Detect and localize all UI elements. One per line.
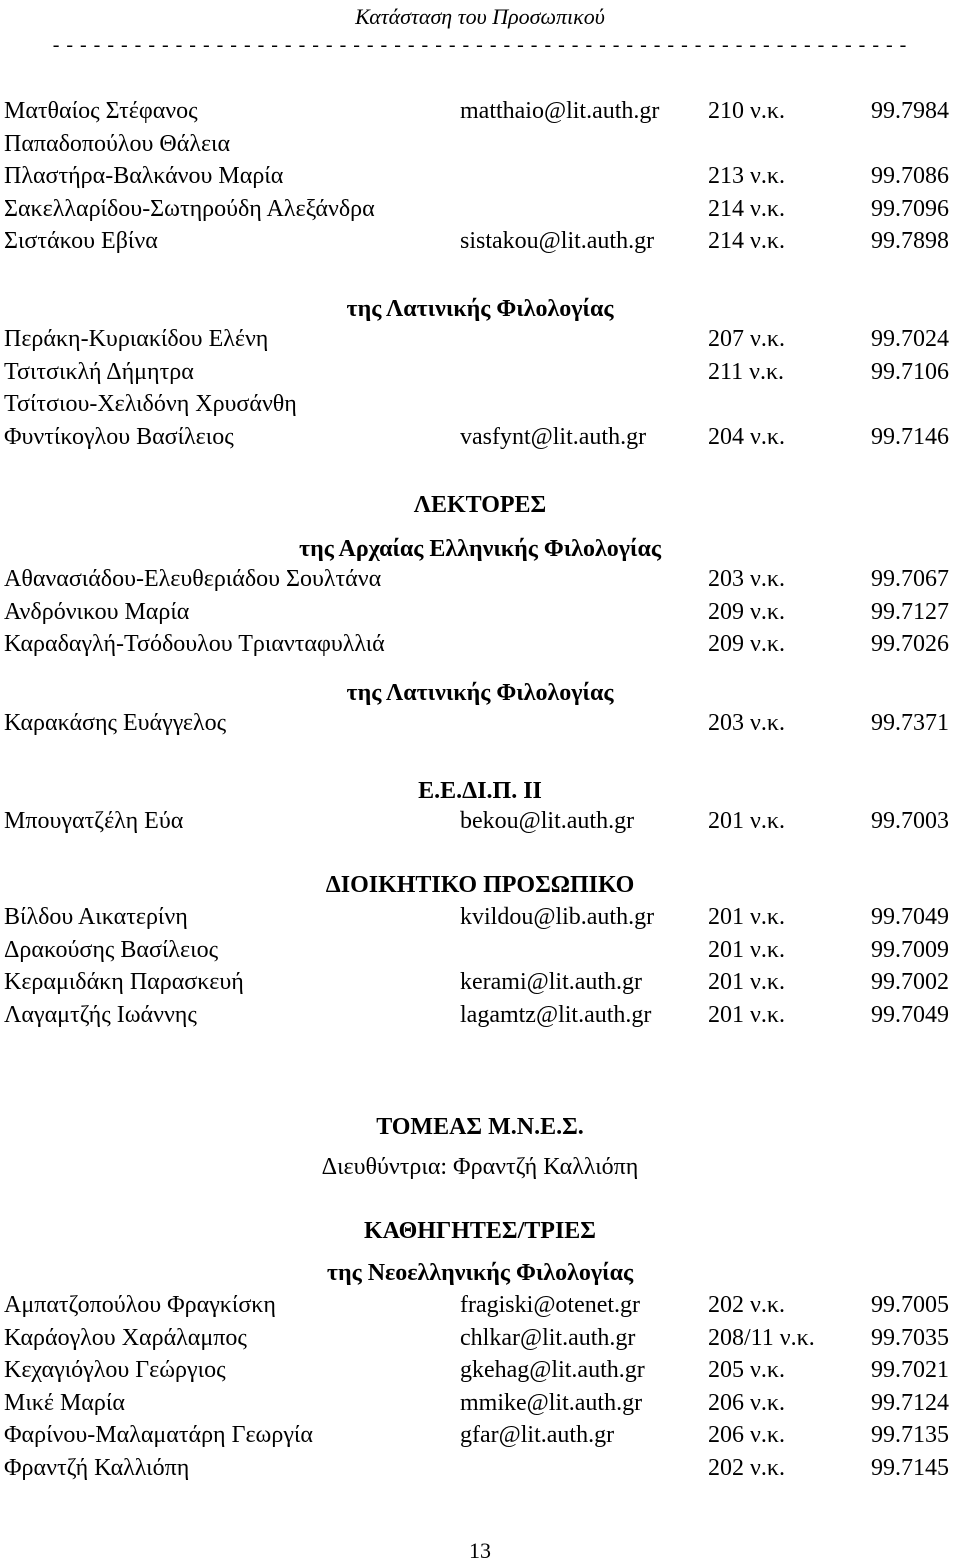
staff-email: matthaio@lit.auth.gr [460, 98, 660, 124]
staff-room: 201 ν.κ. [708, 904, 785, 930]
staff-phone: 99.7024 [871, 326, 949, 352]
staff-phone: 99.7086 [871, 163, 949, 189]
staff-row [0, 808, 960, 838]
staff-row [0, 904, 960, 934]
staff-row [0, 163, 960, 193]
staff-email: kvildou@lib.auth.gr [460, 904, 655, 930]
director-line: Διευθύντρια: Φραντζή Καλλιόπη [321, 1154, 639, 1180]
page-header: Κατάσταση του Προσωπικού [355, 4, 605, 29]
staff-row [0, 196, 960, 226]
staff-room: 203 ν.κ. [708, 710, 785, 736]
staff-phone: 99.7135 [871, 1422, 949, 1448]
staff-row [0, 228, 960, 258]
section-heading-tomeas: ΤΟΜΕΑΣ Μ.Ν.Ε.Σ. [376, 1114, 584, 1140]
staff-room: 210 ν.κ. [708, 98, 785, 124]
staff-phone: 99.7127 [871, 598, 949, 625]
staff-email: kerami@lit.auth.gr [460, 969, 643, 995]
staff-phone: 99.7096 [871, 195, 949, 222]
staff-phone: 99.7005 [871, 1292, 949, 1318]
staff-row [0, 326, 960, 356]
staff-phone: 99.7026 [871, 631, 949, 657]
staff-row [0, 631, 960, 661]
section-heading-kathigites: ΚΑΘΗΓΗΤΕΣ/ΤΡΙΕΣ [364, 1218, 596, 1244]
staff-email: lagamtz@lit.auth.gr [460, 1001, 652, 1028]
staff-row [0, 1422, 960, 1452]
staff-name: Σιστάκου Εβίνα [4, 228, 158, 254]
staff-room: 207 ν.κ. [708, 326, 785, 352]
staff-row [0, 599, 960, 629]
staff-phone: 99.7145 [871, 1454, 949, 1481]
section-heading-latin-1: της Λατινικής Φιλολογίας [346, 296, 614, 322]
staff-name: Ματθαίος Στέφανος [4, 98, 198, 124]
staff-room: 206 ν.κ. [708, 1389, 785, 1416]
staff-row [0, 1292, 960, 1322]
staff-room: 211 ν.κ. [708, 358, 785, 385]
staff-phone: 99.7002 [871, 969, 949, 995]
staff-name: Αθανασιάδου-Ελευθεριάδου Σουλτάνα [4, 566, 382, 592]
staff-room: 201 ν.κ. [708, 936, 785, 963]
staff-phone: 99.7984 [871, 98, 949, 124]
section-heading-lektores: ΛΕΚΤΟΡΕΣ [413, 492, 547, 518]
staff-row [0, 1390, 960, 1420]
staff-room: 214 ν.κ. [708, 228, 785, 254]
staff-phone: 99.7049 [871, 1001, 949, 1028]
staff-name: Φυντίκογλου Βασίλειος [4, 423, 234, 450]
staff-name: Κεχαγιόγλου Γεώργιος [4, 1357, 226, 1383]
section-heading-eedip: Ε.Ε.ΔΙ.Π. ΙΙ [418, 778, 542, 804]
staff-name: Καρακάσης Ευάγγελος [4, 710, 227, 736]
staff-room: 213 ν.κ. [708, 163, 785, 189]
staff-room: 209 ν.κ. [708, 598, 785, 625]
staff-room: 205 ν.κ. [708, 1357, 785, 1383]
staff-name: Καράογλου Χαράλαμπος [4, 1324, 247, 1351]
staff-email: vasfynt@lit.auth.gr [460, 423, 647, 450]
staff-row [0, 566, 960, 596]
section-heading-archaias: της Αρχαίας Ελληνικής Φιλολογίας [299, 536, 661, 562]
staff-room: 214 ν.κ. [708, 195, 785, 222]
staff-name: Μικέ Μαρία [4, 1389, 125, 1416]
staff-room: 201 ν.κ. [708, 808, 785, 834]
staff-row [0, 391, 960, 421]
staff-email: sistakou@lit.auth.gr [460, 228, 655, 254]
staff-phone: 99.7049 [871, 904, 949, 930]
staff-name: Περάκη-Κυριακίδου Ελένη [4, 326, 269, 352]
staff-room: 202 ν.κ. [708, 1454, 785, 1481]
staff-phone: 99.7035 [871, 1324, 949, 1351]
staff-name: Τσίτσιου-Χελιδόνη Χρυσάνθη [4, 391, 297, 417]
staff-name: Καραδαγλή-Τσόδουλου Τριανταφυλλιά [4, 631, 385, 657]
staff-row [0, 1357, 960, 1387]
staff-email: mmike@lit.auth.gr [460, 1389, 643, 1416]
staff-name: Παπαδοπούλου Θάλεια [4, 130, 231, 157]
staff-phone: 99.7009 [871, 936, 949, 963]
staff-row [0, 131, 960, 161]
staff-phone: 99.7067 [871, 566, 949, 592]
staff-room: 203 ν.κ. [708, 566, 785, 592]
staff-room: 202 ν.κ. [708, 1292, 785, 1318]
staff-name: Ανδρόνικου Μαρία [4, 598, 190, 625]
staff-room: 206 ν.κ. [708, 1422, 785, 1448]
staff-row [0, 937, 960, 967]
staff-email: gfar@lit.auth.gr [460, 1422, 615, 1448]
staff-row [0, 424, 960, 454]
staff-row [0, 969, 960, 999]
staff-row [0, 1002, 960, 1032]
staff-name: Πλαστήρα-Βαλκάνου Μαρία [4, 163, 284, 189]
staff-name: Φραντζή Καλλιόπη [4, 1454, 190, 1481]
staff-email: bekou@lit.auth.gr [460, 808, 635, 834]
staff-row [0, 1455, 960, 1485]
staff-name: Τσιτσικλή Δήμητρα [4, 358, 194, 385]
staff-row [0, 710, 960, 740]
staff-email: chlkar@lit.auth.gr [460, 1324, 636, 1351]
staff-room: 208/11 ν.κ. [708, 1324, 815, 1351]
staff-phone: 99.7898 [871, 228, 949, 254]
staff-row [0, 359, 960, 389]
staff-room: 204 ν.κ. [708, 423, 785, 450]
staff-phone: 99.7003 [871, 808, 949, 834]
section-heading-latin-2: της Λατινικής Φιλολογίας [346, 680, 614, 706]
staff-row [0, 1325, 960, 1355]
staff-phone: 99.7146 [871, 423, 949, 450]
header-separator: - - - - - - - - - - - - - - - - - - - - - - - - - - - - - - - - - - - - - - - - - - - - - - - - - - - - - - - - - - - - - - - [52, 34, 908, 56]
staff-name: Σακελλαρίδου-Σωτηρούδη Αλεξάνδρα [4, 195, 375, 222]
staff-room: 209 ν.κ. [708, 631, 785, 657]
section-heading-neoellinikis: της Νεοελληνικής Φιλολογίας [326, 1260, 634, 1286]
page-number: 13 [469, 1538, 491, 1563]
staff-row [0, 98, 960, 128]
staff-room: 201 ν.κ. [708, 969, 785, 995]
section-heading-dioikitiko: ΔΙΟΙΚΗΤΙΚΟ ΠΡΟΣΩΠΙΚΟ [325, 872, 635, 898]
staff-name: Λαγαμτζής Ιωάννης [4, 1001, 197, 1028]
staff-room: 201 ν.κ. [708, 1001, 785, 1028]
staff-email: gkehag@lit.auth.gr [460, 1357, 645, 1383]
staff-phone: 99.7106 [871, 358, 949, 385]
staff-name: Κεραμιδάκη Παρασκευή [4, 969, 244, 995]
staff-email: fragiski@otenet.gr [460, 1292, 641, 1318]
staff-phone: 99.7021 [871, 1357, 949, 1383]
staff-phone: 99.7371 [871, 710, 949, 736]
staff-name: Βίλδου Αικατερίνη [4, 904, 188, 930]
staff-phone: 99.7124 [871, 1389, 949, 1416]
staff-name: Φαρίνου-Μαλαματάρη Γεωργία [4, 1422, 313, 1448]
staff-name: Δρακούσης Βασίλειος [4, 936, 219, 963]
staff-name: Μπουγατζέλη Εύα [4, 808, 184, 834]
staff-name: Αμπατζοπούλου Φραγκίσκη [4, 1292, 276, 1318]
